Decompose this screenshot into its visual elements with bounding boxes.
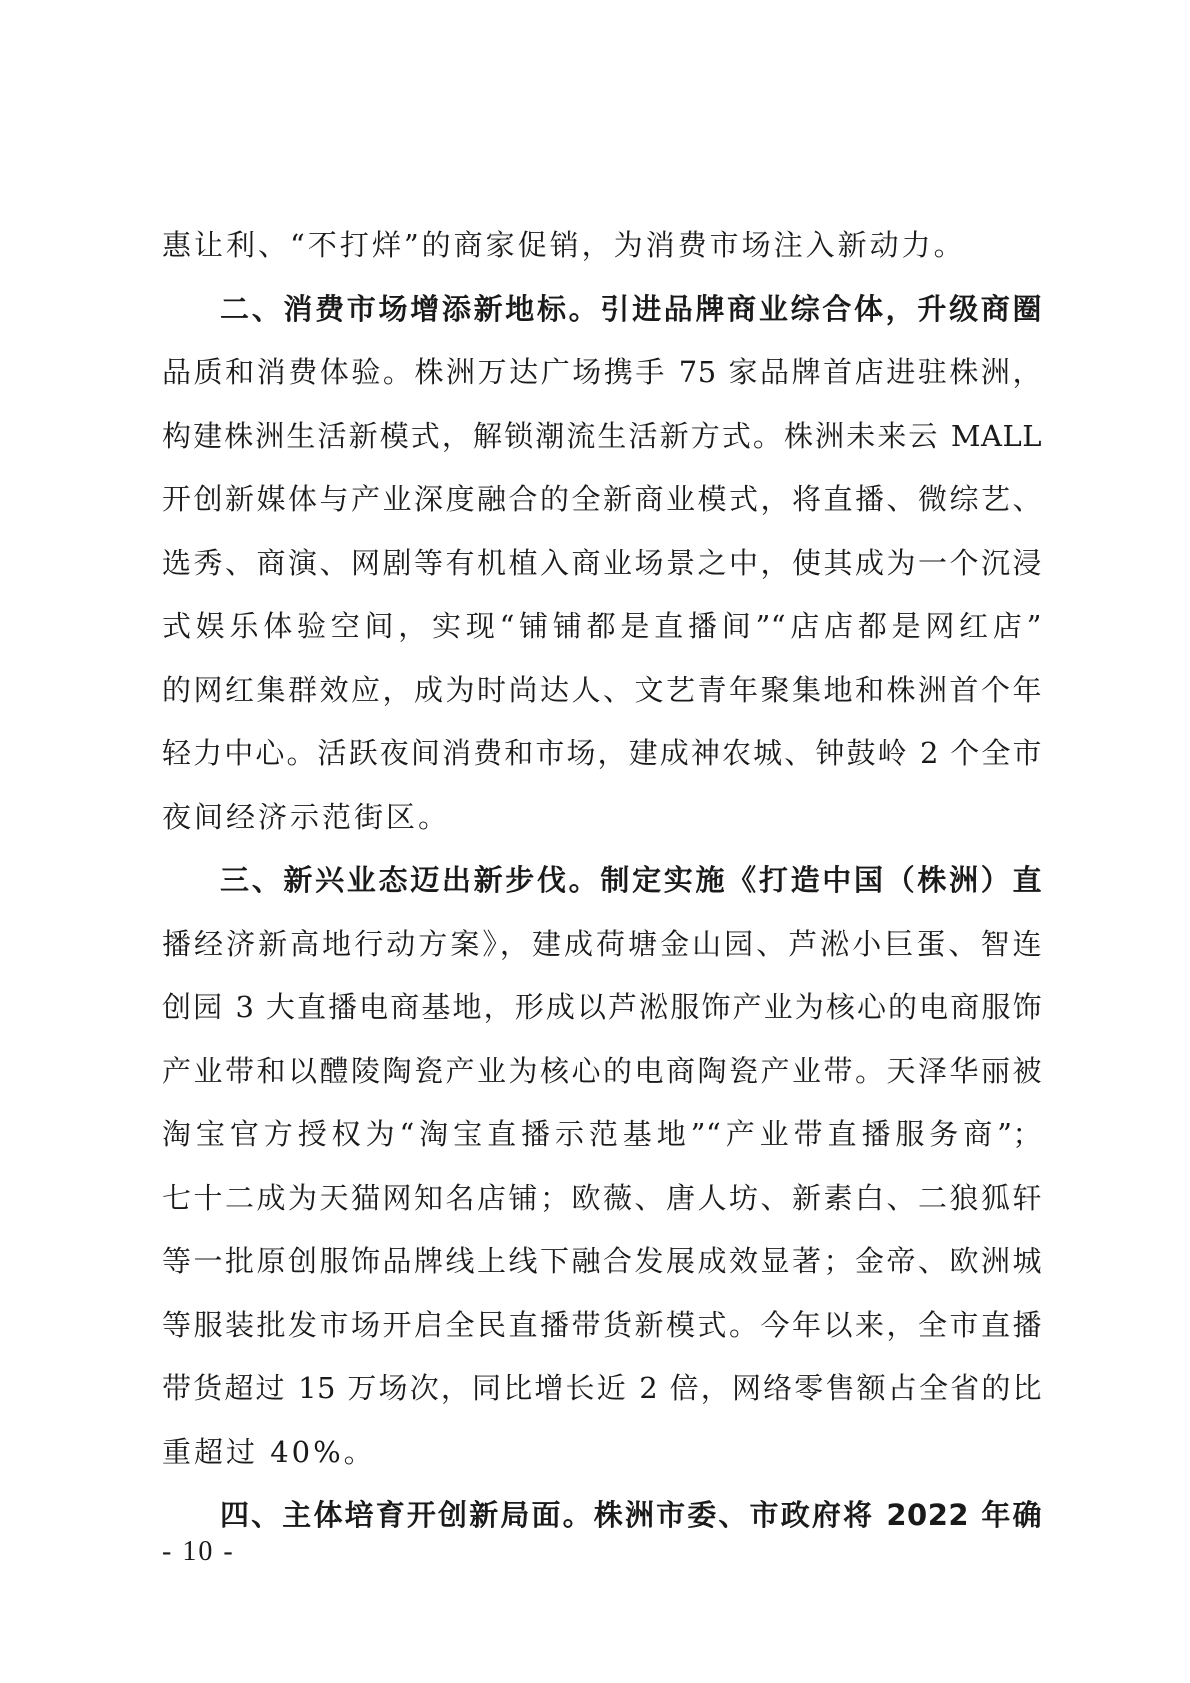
text-line: 创园 3 大直播电商基地，形成以芦淞服饰产业为核心的电商服饰	[162, 990, 1042, 1024]
text-line: 等一批原创服饰品牌线上线下融合发展成效显著；金帝、欧洲城	[162, 1244, 1042, 1278]
section-heading: 三、新兴业态迈出新步伐。	[220, 863, 601, 897]
section-heading: 二、消费市场增添新地标。	[220, 291, 601, 326]
text-line: 的网红集群效应，成为时尚达人、文艺青年聚集地和株洲首个年	[162, 672, 1042, 707]
text-line: 开创新媒体与产业深度融合的全新商业模式，将直播、微综艺、	[162, 482, 1042, 516]
text-line: 构建株洲生活新模式，解锁潮流生活新方式。株洲未来云 MALL	[162, 418, 1042, 453]
text-run: 制定实施《打造中国（株洲）直	[600, 863, 1042, 897]
text-line: 重超过 40%。	[162, 1434, 376, 1469]
text-line: 播经济新高地行动方案》，建成荷塘金山园、芦淞小巨蛋、智连	[162, 926, 1042, 961]
text-line: 产业带和以醴陵陶瓷产业为核心的电商陶瓷产业带。天泽华丽被	[162, 1053, 1042, 1088]
paragraph-heading-line	[162, 278, 1042, 342]
text-line: 淘宝官方授权为“淘宝直播示范基地”“产业带直播服务商”；	[162, 1117, 1042, 1151]
text-line: 七十二成为天猫网知名店铺；欧薇、唐人坊、新素白、二狼狐轩	[162, 1180, 1042, 1215]
text-line: 轻力中心。活跃夜间消费和市场，建成神农城、钟鼓岭 2 个全市	[162, 736, 1042, 770]
text-line: 惠让利、“不打烊”的商家促销，为消费市场注入新动力。	[162, 228, 966, 262]
text-line: 带货超过 15 万场次，同比增长近 2 倍，网络零售额占全省的比	[162, 1371, 1042, 1405]
text-line: 式娱乐体验空间，实现“铺铺都是直播间”“店店都是网红店”	[162, 609, 1042, 643]
section-heading: 四、主体培育开创新局面。	[220, 1498, 594, 1532]
text-line: 选秀、商演、网剧等有机植入商业场景之中，使其成为一个沉浸	[162, 545, 1042, 580]
paragraph-heading-line	[162, 849, 1042, 913]
text-run: 引进品牌商业综合体，升级商圈	[600, 291, 1042, 326]
text-line: 等服装批发市场开启全民直播带货新模式。今年以来，全市直播	[162, 1307, 1042, 1342]
text-run: 株洲市委、市政府将 2022 年确	[593, 1498, 1042, 1532]
text-line: 夜间经济示范街区。	[162, 799, 451, 834]
paragraph-heading-line	[162, 1484, 1042, 1548]
text-line: 品质和消费体验。株洲万达广场携手 75 家品牌首店进驻株洲，	[162, 355, 1042, 389]
body-text	[162, 214, 1042, 1548]
page-number: - 10 -	[162, 1536, 235, 1567]
